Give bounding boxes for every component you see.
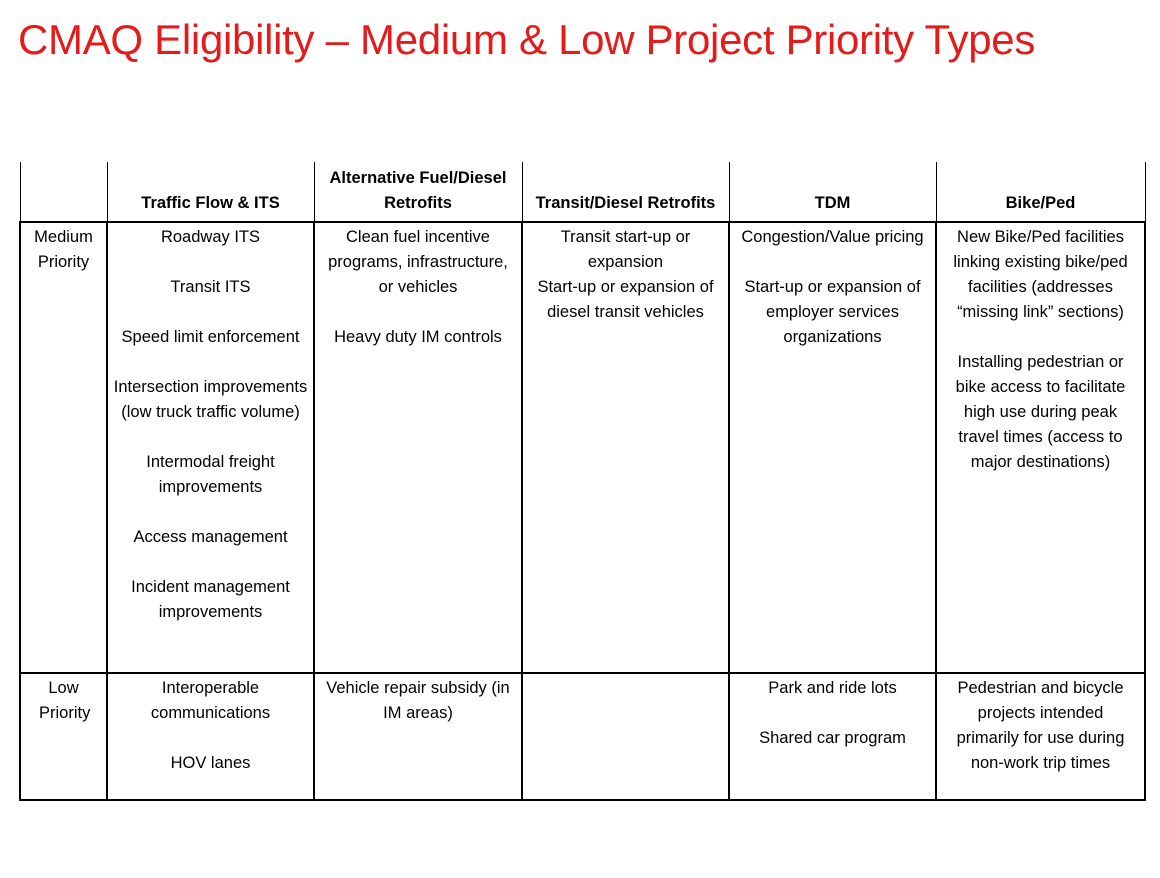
cell-low-tdm xyxy=(729,673,936,800)
header-traffic-flow-its: Traffic Flow & ITS xyxy=(107,162,314,222)
list-item: Transit ITS xyxy=(170,278,251,296)
header-row xyxy=(20,162,1145,222)
header-bike-ped: Bike/Ped xyxy=(936,162,1145,222)
list-item: Access management xyxy=(133,528,288,546)
header-corner xyxy=(20,162,107,222)
cell-medium-transit xyxy=(522,222,729,673)
list-item: Clean fuel incentive programs, infrastructure, or vehicles xyxy=(328,228,508,296)
list-item: Start-up or expansion of diesel transit vehicles xyxy=(537,278,714,321)
cell-low-traffic xyxy=(107,673,314,800)
list-item: Park and ride lots xyxy=(768,679,897,697)
list-item: HOV lanes xyxy=(170,754,251,772)
cell-medium-bikeped xyxy=(936,222,1145,673)
cell-low-bikeped xyxy=(936,673,1145,800)
cell-medium-traffic xyxy=(107,222,314,673)
list-item: Intersection improvements (low truck traffic volume) xyxy=(113,378,308,421)
list-item: Intermodal freight improvements xyxy=(146,453,275,496)
priority-table xyxy=(19,162,1146,801)
list-item: Pedestrian and bicycle projects intended primarily for use during non-work trip times xyxy=(956,679,1125,772)
cell-medium-tdm xyxy=(729,222,936,673)
table-row-low xyxy=(20,673,1145,800)
list-item: Heavy duty IM controls xyxy=(334,328,502,346)
table-row-medium xyxy=(20,222,1145,673)
cell-low-transit xyxy=(522,673,729,800)
header-tdm: TDM xyxy=(729,162,936,222)
cell-low-altfuel xyxy=(314,673,522,800)
row-label-low: Low Priority xyxy=(20,673,107,800)
list-item: Vehicle repair subsidy (in IM areas) xyxy=(326,679,510,722)
row-label-medium: Medium Priority xyxy=(20,222,107,673)
list-item: Roadway ITS xyxy=(160,228,261,246)
cell-medium-altfuel xyxy=(314,222,522,673)
list-item: Shared car program xyxy=(759,729,906,747)
list-item: Congestion/Value pricing xyxy=(741,228,924,246)
list-item: Transit start-up or expansion xyxy=(560,228,691,271)
list-item: Interoperable communications xyxy=(150,679,271,722)
list-item: New Bike/Ped facilities linking existing bike/ped facilities (addresses “missing link” sections) xyxy=(953,228,1128,321)
list-item: Incident management improvements xyxy=(131,578,290,621)
list-item: Installing pedestrian or bike access to facilitate high use during peak travel times (access to major destinations) xyxy=(955,353,1126,471)
header-alternative-fuel: Alternative Fuel/Diesel Retrofits xyxy=(314,162,522,222)
list-item: Start-up or expansion of employer services organizations xyxy=(744,278,921,346)
page-title: CMAQ Eligibility – Medium & Low Project Priority Types xyxy=(18,16,1036,63)
header-transit-diesel: Transit/Diesel Retrofits xyxy=(522,162,729,222)
list-item: Speed limit enforcement xyxy=(121,328,300,346)
